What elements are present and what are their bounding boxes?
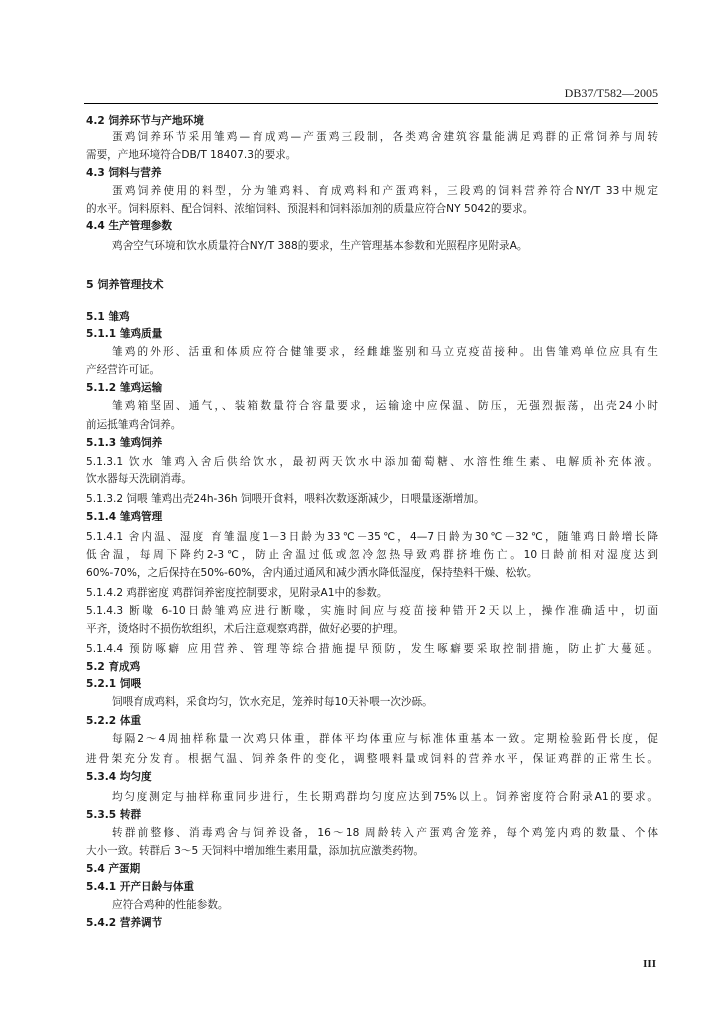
section-heading: 5.3.4 均匀度 (86, 771, 152, 783)
paragraph-line: 进骨架充分发育。根据气温、饲养条件的变化，调整喂料量或饲料的营养水平，保证鸡群的正常生长。 (86, 753, 658, 765)
paragraph-line: 平齐，烫烙时不损伤软组织，术后注意观察鸡群，做好必要的护理。 (86, 623, 404, 635)
section-heading: 5.4.1 开产日龄与体重 (86, 881, 195, 893)
section-heading: 5.1 雏鸡 (86, 311, 130, 323)
paragraph-line: 应符合鸡种的性能参数。 (112, 899, 229, 911)
paragraph-line: 低舍温，每周下降约2-3℃，防止舍温过低或忽冷忽热导致鸡群挤堆伤亡。10日龄前相对湿度达到 (86, 549, 658, 561)
paragraph-line: 雏鸡箱坚固、通气，、装箱数量符合容量要求，运输途中应保温、防压，无强烈振荡，出壳24小时 (112, 400, 658, 412)
paragraph-line: 5.1.4.3 断喙 6-10日龄雏鸡应进行断喙，实施时间应与疫苗接种错开2天以上，操作准确适中，切面 (86, 605, 658, 617)
paragraph-line: 均匀度测定与抽样称重同步进行，生长期鸡群均匀度应达到75%以上。饲养密度符合附录A1的要求。 (112, 791, 658, 803)
paragraph-line: 5.1.4.1 舍内温、湿度 育雏温度1－3日龄为33℃－35℃，4—7日龄为30℃－32℃，随雏鸡日龄增长降 (86, 531, 658, 543)
section-heading: 5.4.2 营养调节 (86, 917, 163, 929)
section-heading: 5.3.5 转群 (86, 809, 142, 821)
paragraph-line: 的水平。饲料原料、配合饲料、浓缩饲料、预混料和饲料添加剂的质量应符合NY 5042的要求。 (86, 203, 534, 215)
paragraph-line: 需要，产地环境符合DB/T 18407.3的要求。 (86, 149, 297, 161)
section-heading: 5.1.1 雏鸡质量 (86, 328, 163, 340)
section-heading: 5.2 育成鸡 (86, 661, 141, 673)
section-heading: 4.3 饲料与营养 (86, 167, 162, 179)
section-heading: 5.4 产蛋期 (86, 863, 141, 875)
document-code: DB37/T582—2005 (564, 86, 658, 100)
paragraph-line: 鸡舍空气环境和饮水质量符合NY/T 388的要求，生产管理基本参数和光照程序见附录A。 (112, 240, 528, 252)
paragraph-line: 5.1.4.2 鸡群密度 鸡群饲养密度控制要求，见附录A1中的参数。 (86, 587, 388, 599)
paragraph-line: 5.1.4.4 预防啄癖 应用营养、管理等综合措施提早预防，发生啄癖要采取控制措施，防止扩大蔓延。 (86, 643, 658, 655)
section-heading: 5 饲养管理技术 (86, 278, 164, 291)
paragraph-line: 5.1.3.1 饮水 雏鸡入舍后供给饮水，最初两天饮水中添加葡萄糖、水溶性维生素、电解质补充体液。 (86, 456, 658, 468)
paragraph-line: 每隔2～4周抽样称量一次鸡只体重，群体平均体重应与标准体重基本一致。定期检验跖骨长度，促 (112, 733, 658, 745)
paragraph-line: 饲喂育成鸡料，采食均匀，饮水充足，笼养时每10天补喂一次沙砾。 (112, 696, 433, 708)
section-heading: 5.1.2 雏鸡运输 (86, 382, 163, 394)
section-heading: 4.4 生产管理参数 (86, 220, 173, 232)
section-heading: 5.2.1 饲喂 (86, 678, 142, 690)
paragraph-line: 蛋鸡饲养使用的料型，分为雏鸡料、育成鸡料和产蛋鸡料，三段鸡的饲料营养符合NY/T 33中规定 (112, 185, 658, 197)
paragraph-line: 大小一致。转群后 3～5 天饲料中增加维生素用量，添加抗应激类药物。 (86, 845, 425, 857)
section-heading: 4.2 饲养环节与产地环境 (86, 115, 204, 127)
header-rule (84, 103, 658, 104)
paragraph-line: 产经营许可证。 (86, 364, 161, 376)
paragraph-line: 前运抵雏鸡舍饲养。 (86, 419, 182, 431)
paragraph-line: 蛋鸡饲养环节采用雏鸡—育成鸡—产蛋鸡三段制，各类鸡舍建筑容量能满足鸡群的正常饲养与周转 (112, 131, 658, 143)
paragraph-line: 转群前整修、消毒鸡舍与饲养设备，16～18 周龄转入产蛋鸡舍笼养，每个鸡笼内鸡的数量、个体 (112, 827, 658, 839)
paragraph-line: 饮水器每天洗刷消毒。 (86, 473, 192, 485)
section-heading: 5.2.2 体重 (86, 715, 142, 727)
paragraph-line: 60%-70%，之后保持在50%-60%，舍内通过通风和减少洒水降低湿度，保持垫料干燥、松软。 (86, 567, 538, 579)
section-heading: 5.1.3 雏鸡饲养 (86, 437, 163, 449)
page-number: III (643, 958, 656, 970)
paragraph-line: 雏鸡的外形、活重和体质应符合健雏要求，经雌雄鉴别和马立克疫苗接种。出售雏鸡单位应具有生 (112, 346, 658, 358)
paragraph-line: 5.1.3.2 饲喂 雏鸡出壳24h-36h 饲喂开食料，喂料次数逐渐减少，日喂量逐渐增加。 (86, 493, 485, 505)
section-heading: 5.1.4 雏鸡管理 (86, 511, 163, 523)
